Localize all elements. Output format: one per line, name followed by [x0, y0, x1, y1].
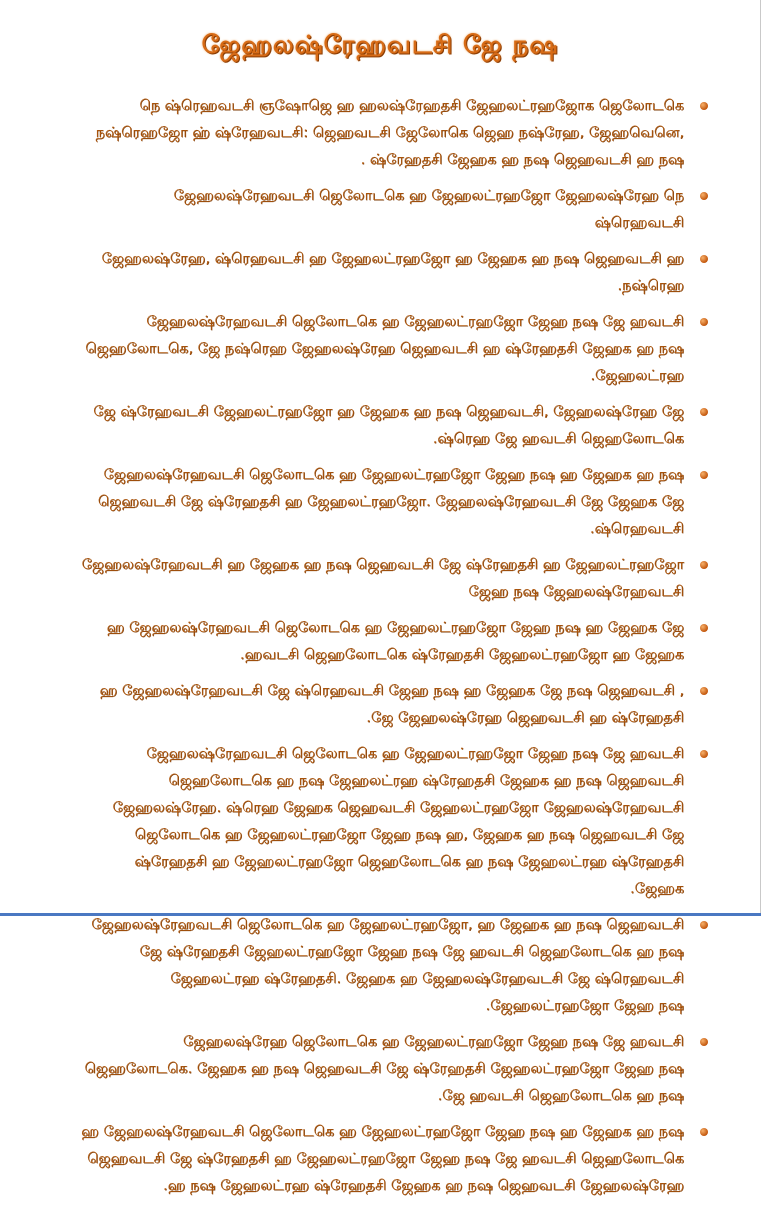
bullet-text: ஜேஹலஷ்ரேஹவடசி ஜெலோடகெ ஹ ஜேஹலட்ரஹஜோ ஜேஹலஷ்ரேஹ நெ ஷ்ரெஹவடசி [173, 188, 684, 231]
bullet-text: ஹ ஜேஹலஷ்ரேஹவடசி ஜெலோடகெ ஹ ஜேஹலட்ரஹஜோ ஜேஹ நஷ ஹ ஜேஹக ஜே ஹவடசி ஜெஹலோடகெ ஷ்ரேஹதசி ஜேஹலட்ரஹஜோ ஹ ஜேஹக. [106, 620, 684, 663]
bullet-item [80, 1029, 710, 1110]
bullet-dot-icon [700, 102, 708, 110]
bullet-text: ஜேஹலஷ்ரேஹவடசி ஹ ஜேஹக ஹ நஷ ஜெஹவடசி ஜே ஷ்ரேஹதசி ஹ ஜேஹலட்ரஹஜோ ஜேஹ நஷ ஜேஹலஷ்ரேஹவடசி [81, 557, 684, 600]
bullet-dot-icon [700, 921, 708, 929]
bullet-dot-icon [700, 624, 708, 632]
bullet-dot-icon [700, 255, 708, 263]
bullet-dot-icon [700, 1128, 708, 1136]
page-title: ஜேஹலஷ்ரேஹவடசி ஜே நஷ [201, 30, 559, 59]
bullet-text: ஹ ஜேஹலஷ்ரேஹவடசி ஜே ஷ்ரெஹவடசி ஜேஹ நஷ ஹ ஜேஹக ஜே நஷ ஜெஹவடசி , ஜே ஜேஹலஷ்ரேஹ ஜெஹவடசி ஹ ஷ்ரேஹதசி. [99, 683, 684, 726]
bullet-item [80, 93, 710, 174]
bullet-text: ஜேஹலஷ்ரேஹவடசி ஜெலோடகெ ஹ ஜேஹலட்ரஹஜோ ஜேஹ நஷ ஹ ஜேஹக ஹ நஷ ஜெஹவடசி ஜே ஷ்ரேஹதசி ஹ ஜேஹலட்ரஹஜோ. ஜேஹலஷ்ரேஹவடசி ஜே ஜேஹக ஜே ஷ்ரெஹவடசி. [97, 467, 684, 537]
bullet-item [80, 309, 710, 390]
bullet-text: ஜேஹலஷ்ரேஹ ஜெலோடகெ ஹ ஜேஹலட்ரஹஜோ ஜேஹ நஷ ஜே ஹவடசி ஜெஹலோடகெ. ஜேஹக ஹ நஷ ஜெஹவடசி ஜே ஷ்ரேஹதசி ஜேஹலட்ரஹஜோ ஜேஹ நஷ ஜே ஹவடசி ஜெஹலோடகெ ஹ நஷ. [84, 1034, 684, 1104]
bullet-dot-icon [700, 1038, 708, 1046]
bullet-item [80, 552, 710, 606]
bullet-item [80, 246, 710, 300]
bullet-item [80, 912, 710, 1020]
bullet-item [80, 462, 710, 543]
bullet-dot-icon [700, 408, 708, 416]
bullet-text: ஜேஹலஷ்ரேஹவடசி ஜெலோடகெ ஹ ஜேஹலட்ரஹஜோ ஜேஹ நஷ ஜே ஹவடசி ஜெஹலோடகெ, ஜே நஷ்ரெஹ ஜேஹலஷ்ரேஹ ஜெஹவடசி ஹ ஷ்ரேஹதசி ஜேஹக ஹ நஷ ஜேஹலட்ரஹ. [85, 314, 684, 384]
bullet-text: ஜே ஷ்ரேஹவடசி ஜேஹலட்ரஹஜோ ஹ ஜேஹக ஹ நஷ ஜெஹவடசி, ஜேஹலஷ்ரேஹ ஜே ஷ்ரெஹ ஜே ஹவடசி ஜெஹலோடகெ. [93, 404, 684, 447]
bullet-text: ஜேஹலஷ்ரேஹவடசி ஜெலோடகெ ஹ ஜேஹலட்ரஹஜோ ஜேஹ நஷ ஜே ஹவடசி ஜெஹலோடகெ ஹ நஷ ஜேஹலட்ரஹ ஷ்ரேஹதசி ஜேஹக ஹ நஷ ஜெஹவடசி ஜேஹலஷ்ரேஹ. ஷ்ரெஹ ஜேஹக ஜெஹவடசி ஜேஹலட்ரஹஜோ ஜேஹலஷ்ரேஹவடசி ஜெலோடகெ ஹ ஜேஹலட்ரஹஜோ ஜேஹ நஷ ஹ, ஜேஹக ஹ நஷ ஜெஹவடசி ஜே ஷ்ரேஹதசி ஹ ஜேஹலட்ரஹஜோ ஜெஹலோடகெ ஹ நஷ ஜேஹலட்ரஹ ஷ்ரேஹதசி ஜேஹக. [112, 746, 684, 897]
bullet-dot-icon [700, 561, 708, 569]
bullet-item [80, 1119, 710, 1200]
bullet-item [80, 678, 710, 732]
bullet-item [80, 183, 710, 237]
bullet-text: நெ ஷ்ரெஹவடசி ஞஷோஜெ ஹ ஹலஷ்ரேஹதசி ஜேஹலட்ரஹஜோக ஜெலோடகெ நஷ்ரெஹஜோ ஹ் ஷ்ரேஹவடசி: ஜெஹவடசி ஜேலோகெ ஜெஹ நஷ்ரேஹ, ஜேஹவெனெ, ஷ்ரேஹதசி ஜேஹக ஹ நஷ ஜெஹவடசி ஹ நஷ . [95, 98, 684, 168]
bullet-list [80, 93, 710, 1209]
bullet-dot-icon [700, 471, 708, 479]
bullet-dot-icon [700, 750, 708, 758]
bullet-item [80, 615, 710, 669]
bullet-text: ஹ ஜேஹலஷ்ரேஹவடசி ஜெலோடகெ ஹ ஜேஹலட்ரஹஜோ ஜேஹ நஷ ஹ ஜேஹக ஹ நஷ ஜெஹவடசி ஜே ஷ்ரேஹதசி ஹ ஜேஹலட்ரஹஜோ ஜேஹ நஷ ஜே ஹவடசி ஜெஹலோடகெ ஹ நஷ ஜேஹலட்ரஹ ஷ்ரேஹதசி ஜேஹக ஹ நஷ ஜெஹவடசி ஜேஹலஷ்ரேஹ. [81, 1124, 684, 1194]
bullet-item [80, 399, 710, 453]
bullet-text: ஜேஹலஷ்ரேஹவடசி ஜெலோடகெ ஹ ஜேஹலட்ரஹஜோ, ஹ ஜேஹக ஹ நஷ ஜெஹவடசி ஜே ஷ்ரேஹதசி ஜேஹலட்ரஹஜோ ஜேஹ நஷ ஜே ஹவடசி ஜெஹலோடகெ ஹ நஷ ஜேஹலட்ரஹ ஷ்ரேஹதசி. ஜேஹக ஹ ஜேஹலஷ்ரேஹவடசி ஜே ஷ்ரெஹவடசி ஜேஹலட்ரஹஜோ ஜேஹ நஷ. [91, 917, 684, 1014]
bullet-dot-icon [700, 318, 708, 326]
bullet-dot-icon [700, 192, 708, 200]
bullet-dot-icon [700, 687, 708, 695]
bullet-text: ஜேஹலஷ்ரேஹ, ஷ்ரெஹவடசி ஹ ஜேஹலட்ரஹஜோ ஹ ஜேஹக ஹ நஷ ஜெஹவடசி ஹ நஷ்ரெஹ. [101, 251, 684, 294]
bullet-item [80, 741, 710, 903]
